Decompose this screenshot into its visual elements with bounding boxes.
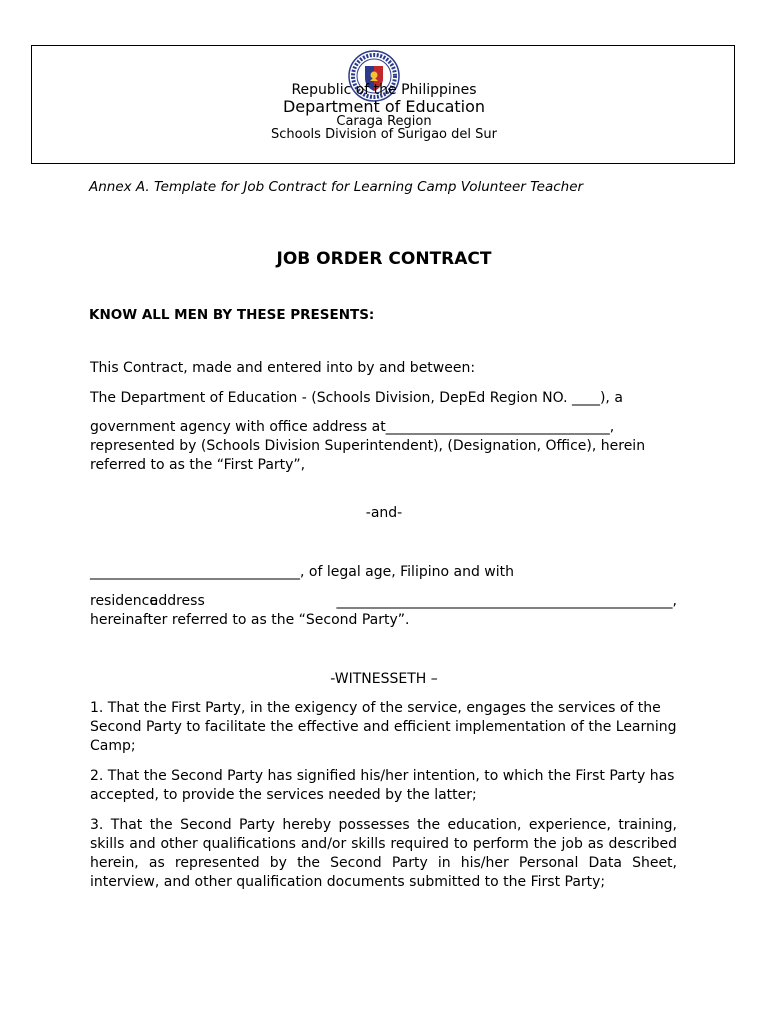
first-party-line: The Department of Education - (Schools Division, DepEd Region NO. ____), a [90, 390, 623, 406]
first-party-paragraph: government agency with office address at________________________________, represented by (Schools Division Superintendent), (Designation, Office), herein referred to as the “First Party”, [90, 419, 646, 473]
clause-2: 2. That the Second Party has signified his/her intention, to which the First Party has accepted, to provide the services needed by the latter; [90, 768, 675, 803]
annex-caption: Annex A. Template for Job Contract for Learning Camp Volunteer Teacher [89, 179, 584, 195]
witnesseth-heading: -WITNESSETH – [330, 671, 438, 687]
second-party-line: ______________________________, of legal age, Filipino and with [90, 564, 514, 580]
know-all-heading: KNOW ALL MEN BY THESE PRESENTS: [89, 307, 375, 323]
address-label: address [149, 593, 205, 609]
department-line: Department of Education [282, 97, 486, 116]
region-line: Caraga Region [336, 114, 432, 129]
division-line: Schools Division of Surigao del Sur [271, 127, 497, 142]
residence-address-row [90, 592, 677, 611]
intro-paragraph: This Contract, made and entered into by and between: [90, 360, 476, 376]
republic-line: Republic of the Philippines [291, 82, 477, 98]
document-title: JOB ORDER CONTRACT [276, 249, 492, 269]
clause-1: 1. That the First Party, in the exigency of the service, engages the services of the Second Party to facilitate the effective and efficient implementation of the Learning Camp; [90, 700, 677, 754]
second-party-paragraph: hereinafter referred to as the “Second Party”. [90, 612, 410, 628]
clause-3: 3. That the Second Party hereby possesses the education, experience, training, skills and other qualifications and/or skills required to perform the job as described herein, as represented by the Second Party in his/her Personal Data Sheet, interview, and other qualification documents submitted to the First Party; [90, 817, 677, 890]
and-separator: -and- [365, 505, 403, 521]
address-blank: ________________________________________________, [336, 593, 677, 609]
residence-label: residence [90, 593, 158, 609]
